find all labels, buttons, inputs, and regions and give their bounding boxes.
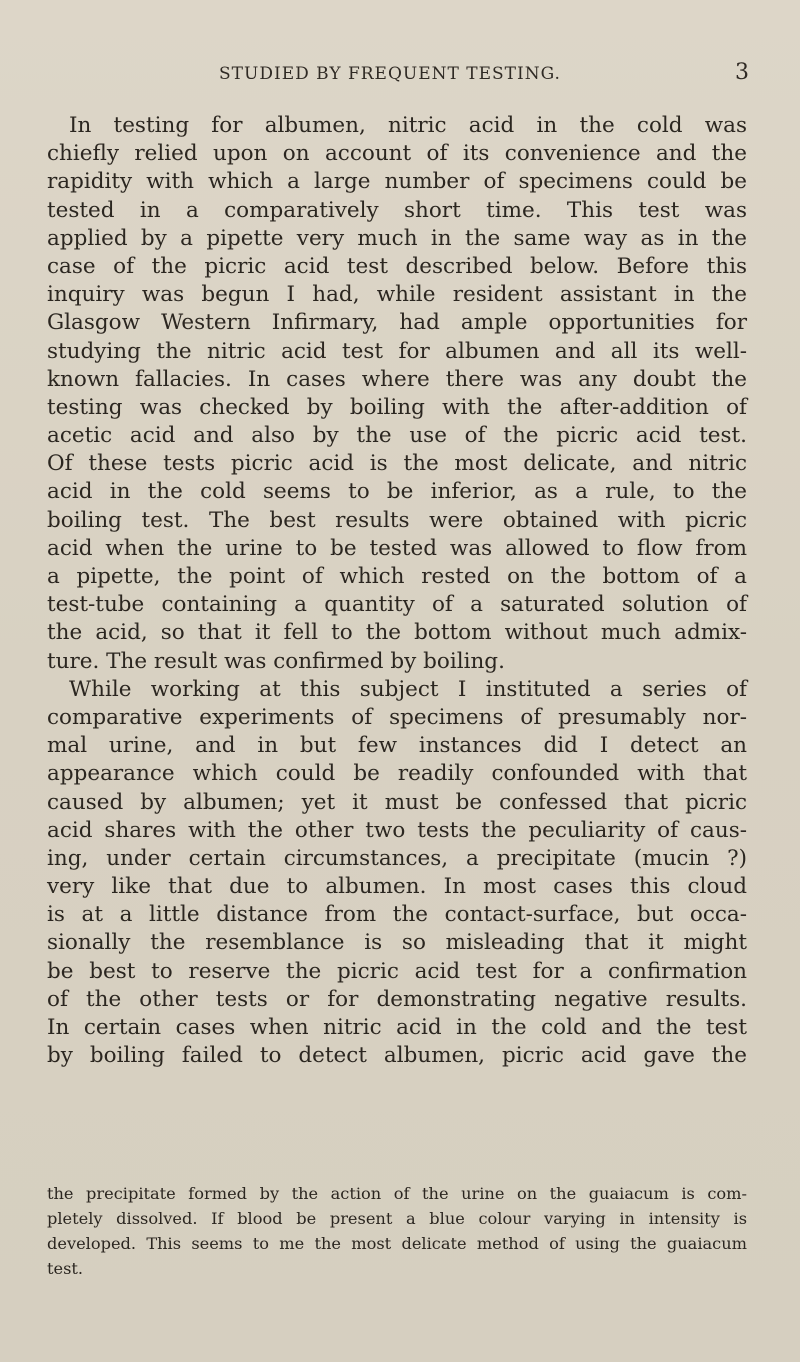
footnote	[47, 1181, 747, 1281]
footnote-line: test.	[47, 1259, 84, 1278]
text-line: comparative experiments of specimens of presumably nor-	[47, 704, 747, 730]
footnote-line: the precipitate formed by the action of the urine on the guaiacum is com-	[47, 1184, 747, 1203]
text-line: caused by albumen; yet it must be confessed that picric	[47, 789, 747, 815]
body-text	[47, 112, 747, 1070]
text-line: chiefly relied upon on account of its convenience and the	[47, 141, 747, 167]
text-line: appearance which could be readily confounded with that	[47, 761, 747, 787]
text-line: studying the nitric acid test for albumen and all its well-	[47, 338, 747, 364]
text-line: by boiling failed to detect albumen, picric acid gave the	[47, 1043, 747, 1069]
text-line: be best to reserve the picric acid test for a confirmation	[47, 958, 747, 984]
text-line: In certain cases when nitric acid in the cold and the test	[47, 1015, 747, 1040]
text-line: boiling test. The best results were obtained with picric	[47, 507, 747, 533]
text-line: Glasgow Western Infirmary, had ample opportunities for	[47, 310, 747, 336]
text-line: applied by a pipette very much in the same way as in the	[47, 225, 747, 251]
text-line: acid shares with the other two tests the peculiarity of caus-	[47, 817, 747, 843]
text-line: In testing for albumen, nitric acid in the cold was	[69, 113, 747, 138]
text-line: rapidity with which a large number of specimens could be	[47, 169, 747, 195]
footnote-line: developed. This seems to me the most delicate method of using the guaiacum	[47, 1234, 747, 1253]
text-line: of the other tests or for demonstrating negative results.	[47, 986, 747, 1012]
text-line: sionally the resemblance is so misleading that it might	[47, 930, 747, 956]
text-line: a pipette, the point of which rested on the bottom of a	[47, 564, 747, 589]
text-line: mal urine, and in but few instances did I detect an	[47, 733, 747, 759]
text-line: While working at this subject I instituted a series of	[69, 676, 747, 702]
page-number: 3	[735, 60, 749, 85]
footnote-line: pletely dissolved. If blood be present a blue colour varying in intensity is	[47, 1209, 747, 1228]
text-line: acetic acid and also by the use of the picric acid test.	[47, 423, 747, 449]
text-line: acid when the urine to be tested was allowed to flow from	[47, 535, 747, 561]
text-line: Of these tests picric acid is the most delicate, and nitric	[47, 451, 747, 477]
text-line: tested in a comparatively short time. This test was	[47, 197, 747, 223]
text-line: ture. The result was confirmed by boiling.	[47, 648, 505, 674]
text-line: case of the picric acid test described below. Before this	[47, 253, 747, 279]
text-line: is at a little distance from the contact-surface, but occa-	[47, 902, 747, 928]
text-line: test-tube containing a quantity of a saturated solution of	[47, 592, 747, 618]
text-line: ing, under certain circumstances, a precipitate (mucin ?)	[47, 845, 747, 871]
text-line: known fallacies. In cases where there was any doubt the	[47, 366, 747, 392]
text-line: very like that due to albumen. In most cases this cloud	[47, 874, 747, 900]
text-line: acid in the cold seems to be inferior, as a rule, to the	[47, 479, 747, 505]
running-head: STUDIED BY FREQUENT TESTING.	[219, 64, 561, 84]
text-line: inquiry was begun I had, while resident assistant in the	[47, 282, 747, 308]
text-line: testing was checked by boiling with the after-addition of	[47, 394, 747, 420]
text-line: the acid, so that it fell to the bottom without much admix-	[47, 620, 747, 646]
